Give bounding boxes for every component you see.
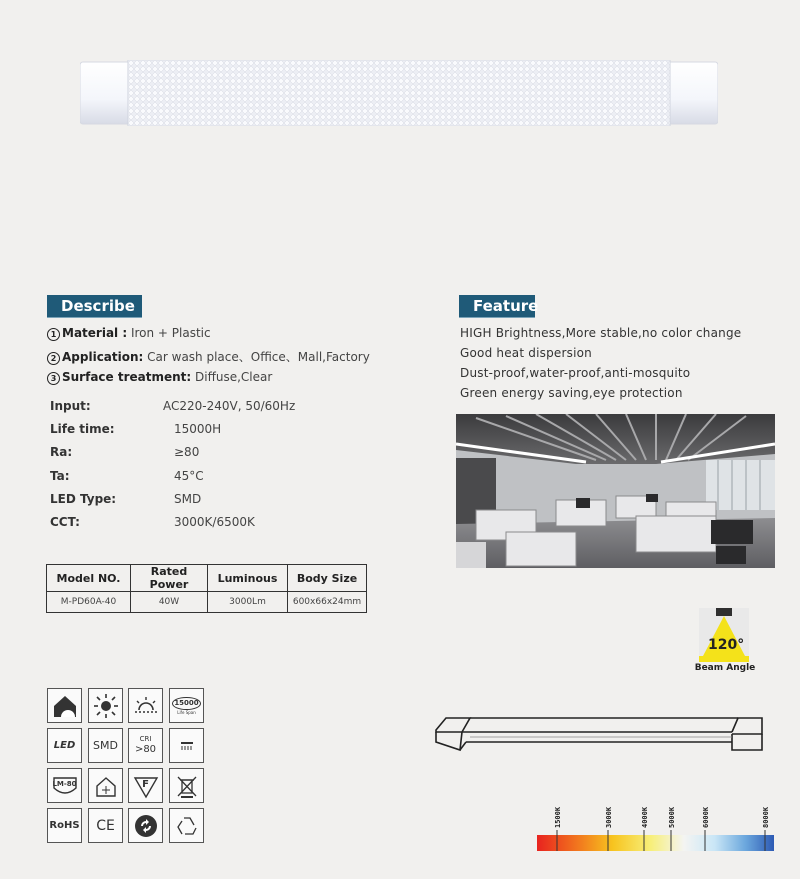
lifespan-value: 15000 <box>172 697 200 710</box>
smd-text: SMD <box>93 739 118 752</box>
feature-line: Dust-proof,water-proof,anti-mosquito <box>460 366 691 380</box>
item-label: Surface treatment: <box>62 370 192 384</box>
cct-color-bar <box>537 802 774 854</box>
column-header: Body Size <box>288 565 367 592</box>
beam-angle-label: Beam Angle <box>694 663 756 673</box>
describe-item-surface <box>47 370 272 385</box>
spec-value-ta: 45°C <box>174 469 204 483</box>
cri-icon <box>128 728 163 763</box>
describe-item-material <box>47 326 211 341</box>
table-cell: 3000Lm <box>208 592 288 613</box>
table-cell: M-PD60A-40 <box>47 592 131 613</box>
lifespan-label: Life Span <box>177 709 196 715</box>
table-header-row <box>47 565 367 592</box>
feature-line: Good heat dispersion <box>460 346 592 360</box>
feature-line: Green energy saving,eye protection <box>460 386 683 400</box>
lm80-text: LM-80 <box>52 780 77 788</box>
cri-value: >80 <box>134 743 157 755</box>
sunrise-icon <box>128 688 163 723</box>
spec-value-ra: ≥80 <box>174 445 200 459</box>
cct-label-3000k: 3000K <box>605 806 613 828</box>
lifespan-icon <box>169 688 204 723</box>
cct-label-4000k: 4000K <box>641 806 649 828</box>
cri-label: CRI <box>139 735 152 744</box>
table-row <box>47 592 367 613</box>
item-label: Material : <box>62 326 128 340</box>
spec-value-input: AC220-240V, 50/60Hz <box>163 399 296 413</box>
sun-icon <box>88 688 123 723</box>
weee-bin-icon <box>169 768 204 803</box>
spec-value-cct: 3000K/6500K <box>174 515 255 529</box>
item-value: Car wash place、Office、Mall,Factory <box>143 350 370 364</box>
item-number: 1 <box>47 328 60 341</box>
item-number: 2 <box>47 352 60 365</box>
surface-mount-icon <box>169 728 204 763</box>
smd-icon <box>88 728 123 763</box>
table-cell: 40W <box>131 592 208 613</box>
beam-angle-icon <box>699 608 749 662</box>
spec-value-led-type: SMD <box>174 492 202 506</box>
recycle-icon <box>169 808 204 843</box>
item-label: Application: <box>62 350 144 364</box>
lm80-icon <box>47 768 82 803</box>
office-photo <box>456 414 775 568</box>
item-number: 3 <box>47 372 60 385</box>
tube-outline-drawing <box>432 712 768 756</box>
spec-label-input: Input: <box>50 399 91 413</box>
item-value: Diffuse,Clear <box>191 370 273 384</box>
ce-text: CE <box>96 817 115 834</box>
feature-line: HIGH Brightness,More stable,no color change <box>460 326 742 340</box>
cct-label-1500k: 1500K <box>554 806 562 828</box>
rohs-icon <box>47 808 82 843</box>
rohs-text: RoHS <box>49 820 80 831</box>
table-cell: 600x66x24mm <box>288 592 367 613</box>
item-value: Iron + Plastic <box>127 326 211 340</box>
cct-label-8000k: 8000K <box>762 806 770 828</box>
product-tube-image <box>80 60 718 126</box>
column-header: Model NO. <box>47 565 131 592</box>
describe-item-application <box>47 348 370 365</box>
column-header: Luminous <box>208 565 288 592</box>
column-header: Rated Power <box>131 565 208 592</box>
indoor-use-icon <box>47 688 82 723</box>
green-dot-icon <box>128 808 163 843</box>
f-mark-text: F <box>142 779 149 790</box>
spec-label-lifetime: Life time: <box>50 422 115 436</box>
spec-label-cct: CCT: <box>50 515 80 529</box>
ce-icon <box>88 808 123 843</box>
describe-heading: Describe <box>47 295 142 318</box>
led-icon <box>47 728 82 763</box>
house-plus-icon <box>88 768 123 803</box>
cct-label-5000k: 5000K <box>668 806 676 828</box>
f-mark-icon <box>128 768 163 803</box>
spec-label-ta: Ta: <box>50 469 70 483</box>
spec-label-led-type: LED Type: <box>50 492 117 506</box>
cct-label-6000k: 6000K <box>702 806 710 828</box>
led-text: LED <box>53 740 76 751</box>
spec-value-lifetime: 15000H <box>174 422 222 436</box>
feature-heading: Feature <box>459 295 535 318</box>
beam-angle-value: 120° <box>708 637 745 653</box>
spec-label-ra: Ra: <box>50 445 73 459</box>
model-table <box>46 564 367 613</box>
